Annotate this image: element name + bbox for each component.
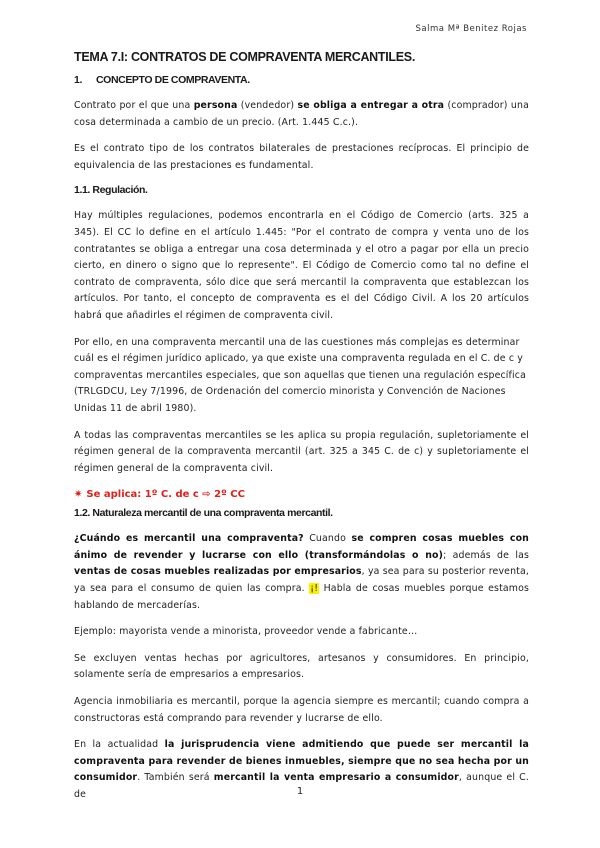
paragraph-contract-type: Es el contrato tipo de los contratos bilaterales de prestaciones recíprocas. El principio de equivalencia de las prestaciones es fundamental. <box>74 143 529 171</box>
bold-run: se compren cosas muebles con ánimo de revender y lucrarse con ello (transformándolas o no) <box>74 533 529 561</box>
document-body <box>74 50 529 814</box>
paragraph-legal-regime: Por ello, en una compraventa mercantil una de las cuestiones más complejas es determinar cuál es el régimen jurídico aplicado, ya que existe una compraventa regulada en el C. de c y compraventas mercantiles especiales, que son aquellas que tienen una regulación específica (TRLGDCU, Ley 7/1996, de Ordenación del comercio minorista y Convención de Naciones Unidas 11 de abril 1980). <box>74 336 526 414</box>
bold-run: ¿Cuándo es mercantil una compraventa? <box>74 533 304 545</box>
paragraph-example: Ejemplo: mayorista vende a minorista, proveedor vende a fabricante… <box>74 626 418 638</box>
text-run: . También será <box>137 772 214 784</box>
text-run: En la actualidad <box>74 739 165 751</box>
page-number: 1 <box>296 786 304 797</box>
bold-run: la jurisprudencia viene admitiendo que puede ser mercantil la compraventa para revender de bienes inmuebles, siempre que no sea hecha por un consumidor <box>74 739 529 784</box>
document-title: TEMA 7.I: CONTRATOS DE COMPRAVENTA MERCANTILES. <box>74 50 415 64</box>
text-run: Habla de cosas muebles porque estamos hablando de mercaderías. <box>74 583 529 611</box>
paragraph-regulation: Hay múltiples regulaciones, podemos encontrarla en el Código de Comercio (arts. 325 a 345). El CC lo define en el artículo 1.445: "Por el contrato de compra y venta uno de los contratantes se obliga a entregar una cosa determinada y el otro a pagar por ella un precio cierto, en dinero o signo que lo represente". El Código de Comercio como tal no define el contrato de compraventa, sólo dice que será mercantil la compraventa que establezcan los artículos. Por tanto, el concepto de compraventa es el del Código Civil. A los 20 artículos habrá que añadirles el régimen de compraventa civil. <box>74 210 529 321</box>
paragraph-exclusions: Se excluyen ventas hechas por agricultores, artesanos y consumidores. En principio, solamente sería de empresarios a empresarios. <box>74 652 529 681</box>
text-run: Cuando <box>303 533 352 545</box>
text-run: Contrato por el que una <box>74 100 194 111</box>
bold-run: mercantil la venta empresario a consumidor <box>213 772 459 784</box>
applies-text: Se aplica: 1º C. de c ⇨ 2º CC <box>86 489 245 501</box>
star-icon: ✷ <box>74 489 83 501</box>
text-run: ; además de las <box>443 549 530 561</box>
section-title: CONCEPTO DE COMPRAVENTA. <box>96 74 250 86</box>
applies-note <box>74 487 529 503</box>
section-number: 1. <box>74 74 82 86</box>
section-heading-1-1: 1.1. Regulación. <box>74 184 148 197</box>
paragraph-real-estate-agency: Agencia inmobiliaria es mercantil, porque la agencia siempre es mercantil; cuando compra a constructoras está comprando para revender y lucrarse de ello. <box>74 696 529 724</box>
text-run: , ya sea para su posterior reventa, ya sea para el consumo de quien las compra. <box>74 566 530 595</box>
bold-run: ventas de cosas muebles realizadas por empresarios <box>74 566 362 578</box>
section-heading-1 <box>74 74 529 86</box>
highlight-mark: ¡! <box>310 583 319 595</box>
text-run: (comprador) una cosa determinada a cambio de un precio. (Art. 1.445 C.c.). <box>74 100 530 128</box>
paragraph-when-mercantile <box>74 531 529 614</box>
bold-run: persona <box>193 100 238 111</box>
text-run: (vendedor) <box>237 100 298 111</box>
bold-run: se obliga a entregar a otra <box>297 100 445 111</box>
paragraph-supplementary: A todas las compraventas mercantiles se les aplica su propia regulación, supletoriamente el régimen general de la compraventa mercantil (art. 325 a 345 C. de c) y supletoriamente el régimen general de la compraventa civil. <box>74 429 529 474</box>
author-header: Salma Mª Benitez Rojas <box>415 24 527 34</box>
section-heading-1-2: 1.2. Naturaleza mercantil de una compraventa mercantil. <box>74 507 333 520</box>
paragraph-definition <box>74 98 529 131</box>
text-run: , aunque el C. de <box>74 772 529 800</box>
